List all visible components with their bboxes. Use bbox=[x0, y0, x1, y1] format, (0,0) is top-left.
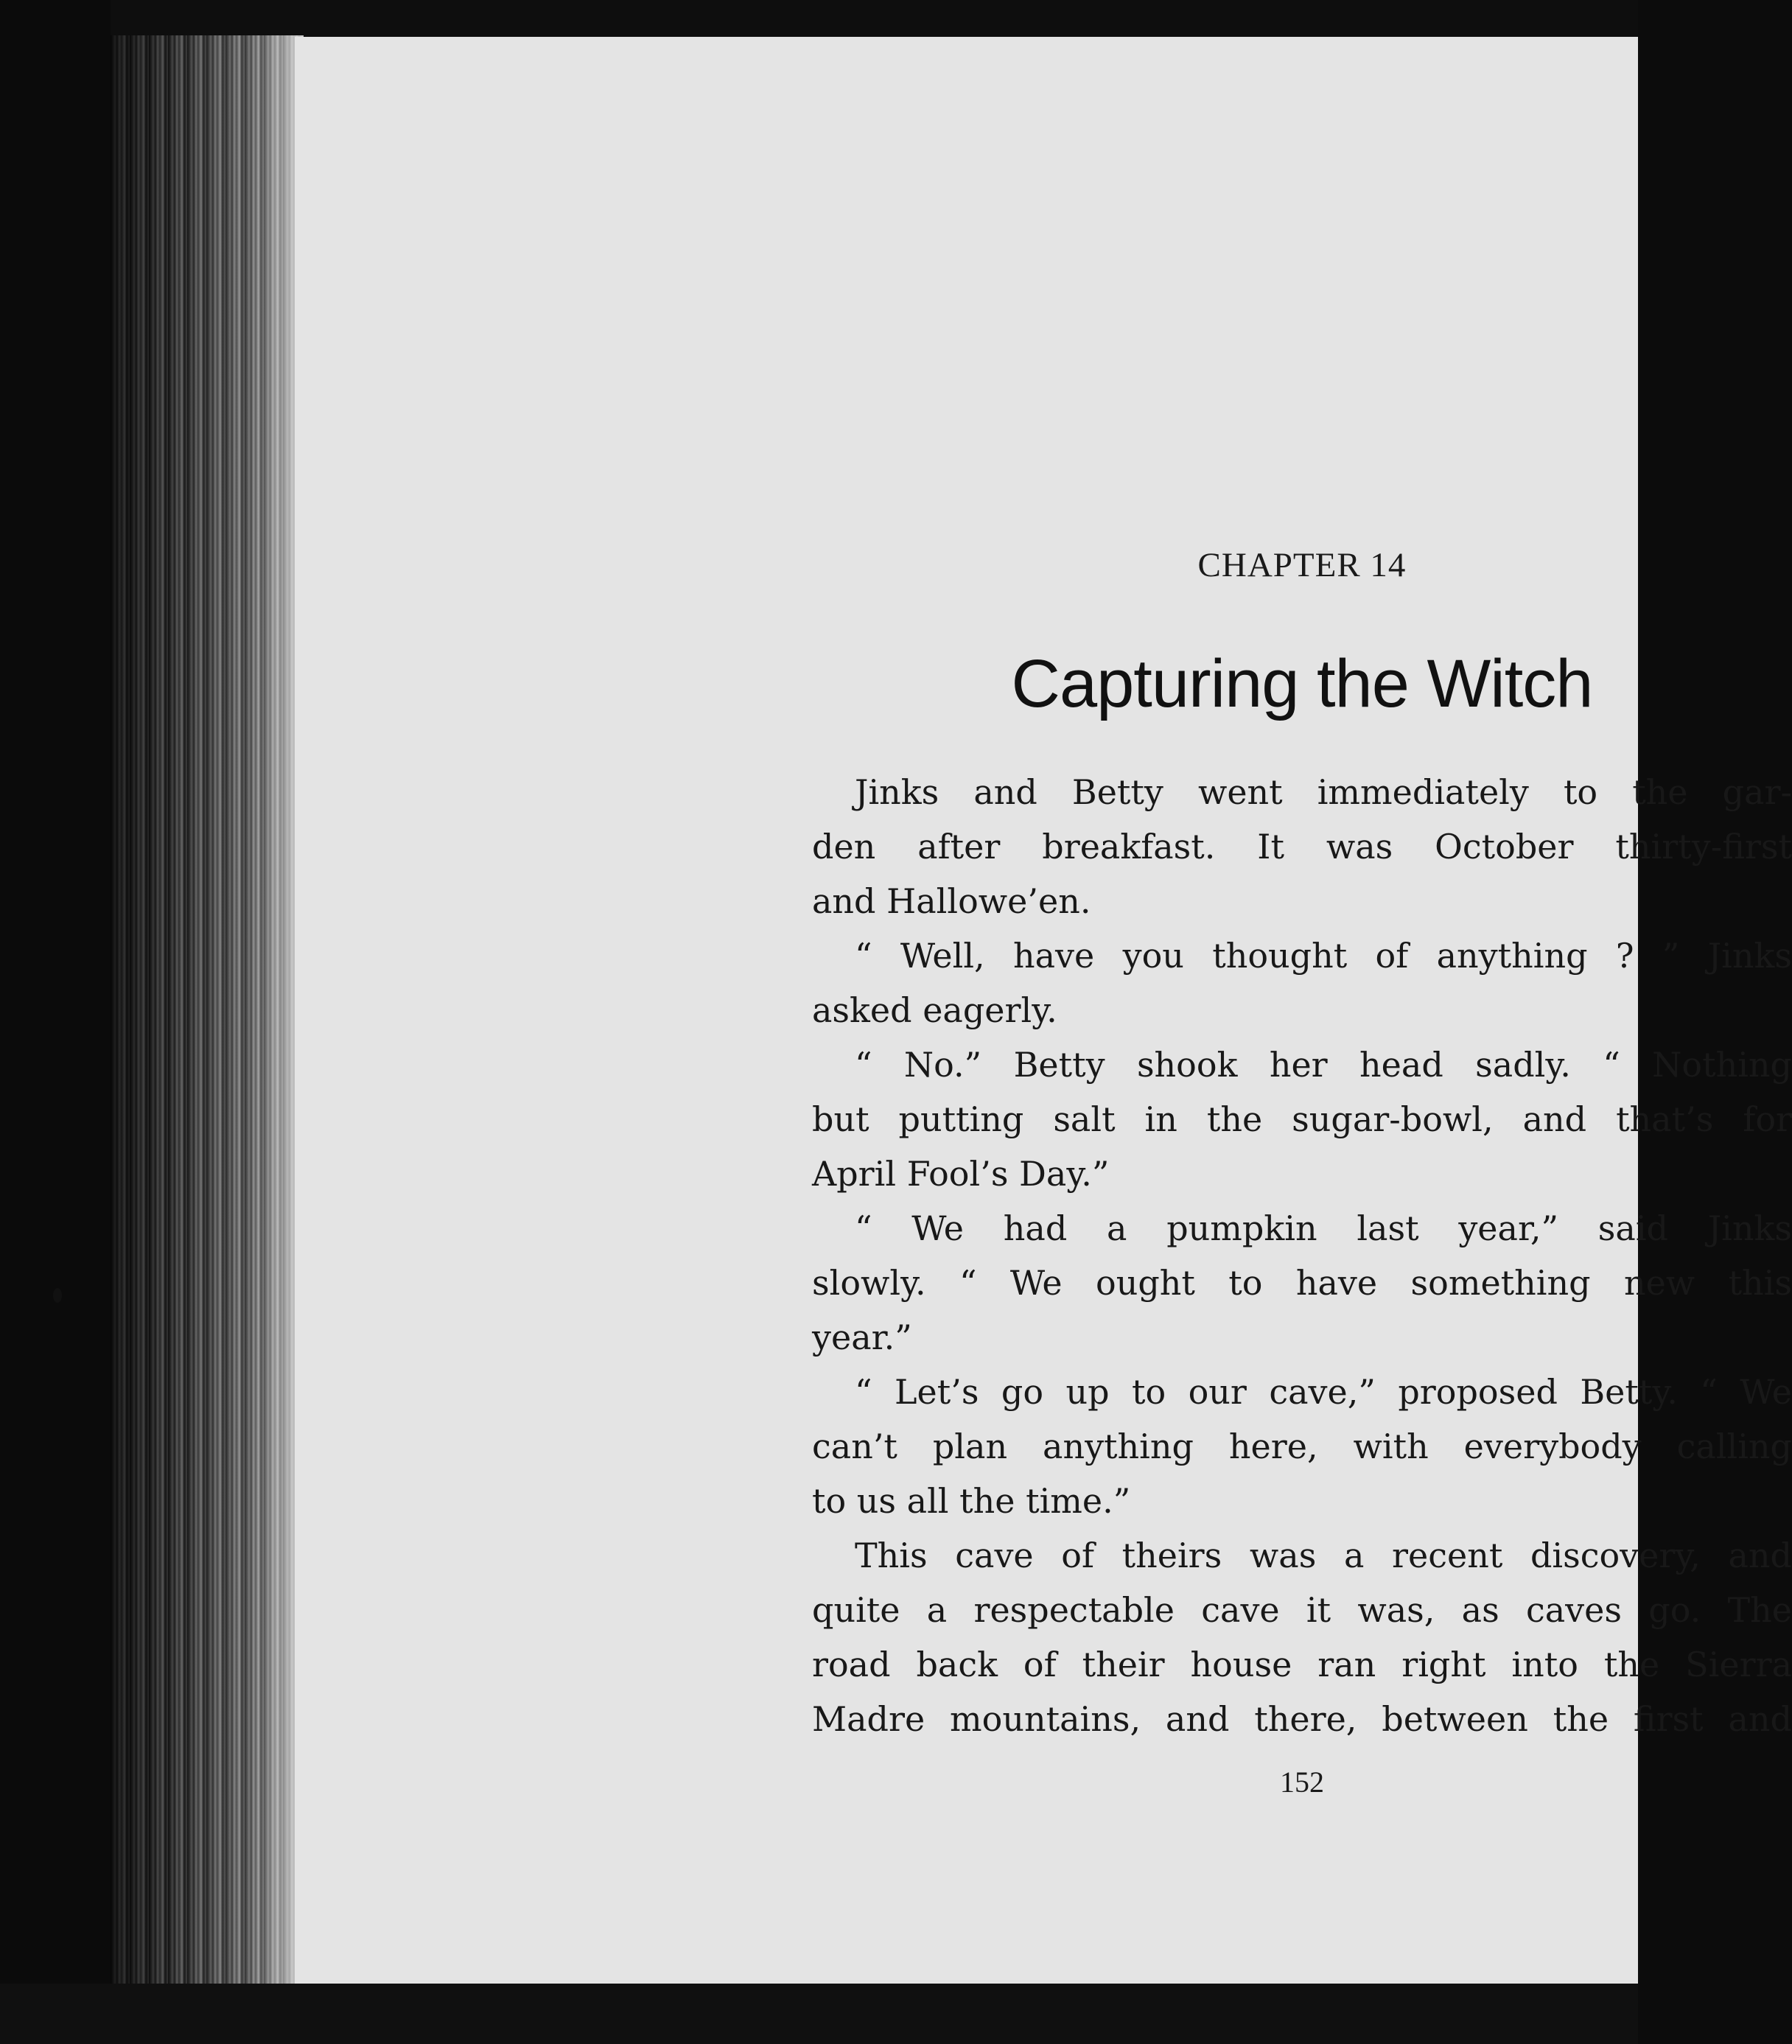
scan-top-border bbox=[0, 0, 1638, 38]
text-line: year.” bbox=[812, 1317, 912, 1357]
text-line: Jinks and Betty went immediately to the gar- bbox=[855, 772, 1792, 812]
text-line: “ Well, have you thought of anything ? ” Jinks bbox=[855, 936, 1792, 976]
scan-speck bbox=[53, 1288, 62, 1303]
text-line: April Fool’s Day.” bbox=[812, 1154, 1110, 1194]
text-line: This cave of theirs was a recent discovery, and bbox=[855, 1536, 1792, 1575]
text-line: “ We had a pumpkin last year,” said Jinks bbox=[855, 1208, 1792, 1248]
body-text bbox=[812, 765, 1792, 1746]
text-line: den after breakfast. It was October thirty-first bbox=[812, 827, 1792, 867]
text-line: slowly. “ We ought to have something new this bbox=[812, 1263, 1792, 1303]
text-line: asked eagerly. bbox=[812, 990, 1057, 1030]
text-line: “ Let’s go up to our cave,” proposed Betty. “ We bbox=[855, 1372, 1792, 1412]
text-line: quite a respectable cave it was, as caves go. The bbox=[812, 1590, 1792, 1630]
text-line: to us all the time.” bbox=[812, 1481, 1131, 1521]
text-line: “ No.” Betty shook her head sadly. “ Nothing bbox=[855, 1045, 1792, 1085]
chapter-label: CHAPTER 14 bbox=[1197, 546, 1407, 584]
scan-bottom-border bbox=[0, 1984, 1638, 2044]
book-page bbox=[295, 37, 1792, 1985]
text-line: road back of their house ran right into the Sierra bbox=[812, 1645, 1792, 1684]
book-page-edges bbox=[111, 35, 304, 1987]
scan-left-border bbox=[0, 0, 111, 2044]
text-line: and Hallowe’en. bbox=[812, 881, 1091, 921]
text-line: can’t plan anything here, with everybody calling bbox=[812, 1427, 1792, 1466]
page-number: 152 bbox=[1280, 1765, 1324, 1799]
chapter-title: Capturing the Witch bbox=[1011, 646, 1593, 721]
text-line: but putting salt in the sugar-bowl, and that’s for bbox=[812, 1099, 1792, 1139]
text-line: Madre mountains, and there, between the first and bbox=[812, 1699, 1792, 1739]
